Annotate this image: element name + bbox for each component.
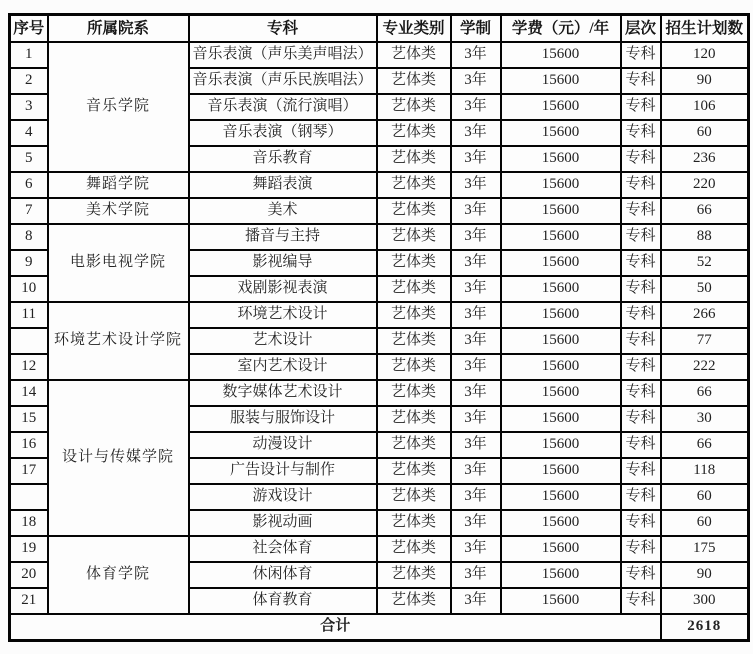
category-cell: 艺体类: [377, 406, 451, 432]
level-cell: 专科: [621, 276, 661, 302]
column-header: 招生计划数: [661, 15, 749, 43]
plan-count-cell: 118: [661, 458, 749, 484]
duration-cell: 3年: [451, 406, 501, 432]
category-cell: 艺体类: [377, 354, 451, 380]
tuition-cell: 15600: [501, 120, 621, 146]
duration-cell: 3年: [451, 172, 501, 198]
duration-cell: 3年: [451, 250, 501, 276]
category-cell: 艺体类: [377, 120, 451, 146]
tuition-cell: 15600: [501, 536, 621, 562]
level-cell: 专科: [621, 250, 661, 276]
total-row: [10, 614, 749, 641]
duration-cell: 3年: [451, 146, 501, 172]
seq-cell: 4: [10, 120, 48, 146]
plan-count-cell: 236: [661, 146, 749, 172]
seq-cell: 19: [10, 536, 48, 562]
major-cell: 游戏设计: [189, 484, 377, 510]
duration-cell: 3年: [451, 354, 501, 380]
major-cell: 影视动画: [189, 510, 377, 536]
category-cell: 艺体类: [377, 380, 451, 406]
category-cell: 艺体类: [377, 198, 451, 224]
plan-count-cell: 77: [661, 328, 749, 354]
seq-cell: 17: [10, 458, 48, 484]
category-cell: 艺体类: [377, 328, 451, 354]
column-header: 专科: [189, 15, 377, 43]
department-cell: 环境艺术设计学院: [48, 302, 189, 380]
plan-count-cell: 90: [661, 562, 749, 588]
seq-cell: 21: [10, 588, 48, 614]
table-body: [10, 42, 749, 641]
level-cell: 专科: [621, 536, 661, 562]
duration-cell: 3年: [451, 328, 501, 354]
major-cell: 音乐教育: [189, 146, 377, 172]
category-cell: 艺体类: [377, 94, 451, 120]
major-cell: 美术: [189, 198, 377, 224]
plan-count-cell: 300: [661, 588, 749, 614]
plan-count-cell: 30: [661, 406, 749, 432]
tuition-cell: 15600: [501, 146, 621, 172]
major-cell: 舞蹈表演: [189, 172, 377, 198]
table-row: [10, 224, 749, 250]
plan-count-cell: 88: [661, 224, 749, 250]
tuition-cell: 15600: [501, 406, 621, 432]
duration-cell: 3年: [451, 510, 501, 536]
category-cell: 艺体类: [377, 302, 451, 328]
major-cell: 动漫设计: [189, 432, 377, 458]
plan-count-cell: 60: [661, 510, 749, 536]
tuition-cell: 15600: [501, 302, 621, 328]
tuition-cell: 15600: [501, 42, 621, 68]
plan-count-cell: 90: [661, 68, 749, 94]
duration-cell: 3年: [451, 484, 501, 510]
plan-count-cell: 175: [661, 536, 749, 562]
duration-cell: 3年: [451, 224, 501, 250]
level-cell: 专科: [621, 380, 661, 406]
duration-cell: 3年: [451, 536, 501, 562]
major-cell: 社会体育: [189, 536, 377, 562]
level-cell: 专科: [621, 94, 661, 120]
seq-cell: 16: [10, 432, 48, 458]
seq-cell: 6: [10, 172, 48, 198]
major-cell: 音乐表演（流行演唱）: [189, 94, 377, 120]
tuition-cell: 15600: [501, 458, 621, 484]
major-cell: 影视编导: [189, 250, 377, 276]
plan-count-cell: 52: [661, 250, 749, 276]
tuition-cell: 15600: [501, 380, 621, 406]
tuition-cell: 15600: [501, 250, 621, 276]
major-cell: 休闲体育: [189, 562, 377, 588]
level-cell: 专科: [621, 146, 661, 172]
department-cell: 音乐学院: [48, 42, 189, 172]
plan-count-cell: 66: [661, 380, 749, 406]
duration-cell: 3年: [451, 68, 501, 94]
category-cell: 艺体类: [377, 536, 451, 562]
plan-count-cell: 222: [661, 354, 749, 380]
plan-count-cell: 60: [661, 484, 749, 510]
seq-cell: 20: [10, 562, 48, 588]
column-header: 所属院系: [48, 15, 189, 43]
duration-cell: 3年: [451, 198, 501, 224]
tuition-cell: 15600: [501, 94, 621, 120]
plan-count-cell: 50: [661, 276, 749, 302]
level-cell: 专科: [621, 510, 661, 536]
category-cell: 艺体类: [377, 458, 451, 484]
category-cell: 艺体类: [377, 42, 451, 68]
major-cell: 体育教育: [189, 588, 377, 614]
table-row: [10, 42, 749, 68]
tuition-cell: 15600: [501, 562, 621, 588]
duration-cell: 3年: [451, 302, 501, 328]
seq-cell: 12: [10, 354, 48, 380]
level-cell: 专科: [621, 68, 661, 94]
category-cell: 艺体类: [377, 562, 451, 588]
seq-cell: 7: [10, 198, 48, 224]
tuition-cell: 15600: [501, 354, 621, 380]
seq-cell: 14: [10, 380, 48, 406]
column-header: 序号: [10, 15, 48, 43]
table-row: [10, 536, 749, 562]
duration-cell: 3年: [451, 562, 501, 588]
table-row: [10, 380, 749, 406]
tuition-cell: 15600: [501, 172, 621, 198]
major-cell: 环境艺术设计: [189, 302, 377, 328]
tuition-cell: 15600: [501, 510, 621, 536]
category-cell: 艺体类: [377, 510, 451, 536]
tuition-cell: 15600: [501, 224, 621, 250]
department-cell: 舞蹈学院: [48, 172, 189, 198]
duration-cell: 3年: [451, 276, 501, 302]
seq-cell: 5: [10, 146, 48, 172]
table-row: [10, 198, 749, 224]
duration-cell: 3年: [451, 42, 501, 68]
level-cell: 专科: [621, 120, 661, 146]
tuition-cell: 15600: [501, 276, 621, 302]
major-cell: 数字媒体艺术设计: [189, 380, 377, 406]
plan-count-cell: 266: [661, 302, 749, 328]
category-cell: 艺体类: [377, 276, 451, 302]
seq-cell: 8: [10, 224, 48, 250]
plan-count-cell: 106: [661, 94, 749, 120]
plan-count-cell: 66: [661, 198, 749, 224]
table-row: [10, 302, 749, 328]
level-cell: 专科: [621, 42, 661, 68]
tuition-cell: 15600: [501, 484, 621, 510]
seq-cell: 9: [10, 250, 48, 276]
level-cell: 专科: [621, 198, 661, 224]
seq-cell: 18: [10, 510, 48, 536]
category-cell: 艺体类: [377, 588, 451, 614]
duration-cell: 3年: [451, 120, 501, 146]
tuition-cell: 15600: [501, 328, 621, 354]
level-cell: 专科: [621, 224, 661, 250]
major-cell: 广告设计与制作: [189, 458, 377, 484]
department-cell: 设计与传媒学院: [48, 380, 189, 536]
level-cell: 专科: [621, 484, 661, 510]
department-cell: 体育学院: [48, 536, 189, 614]
seq-cell: 2: [10, 68, 48, 94]
level-cell: 专科: [621, 588, 661, 614]
plan-count-cell: 120: [661, 42, 749, 68]
duration-cell: 3年: [451, 432, 501, 458]
tuition-cell: 15600: [501, 68, 621, 94]
tuition-cell: 15600: [501, 588, 621, 614]
major-cell: 服装与服饰设计: [189, 406, 377, 432]
major-cell: 戏剧影视表演: [189, 276, 377, 302]
column-header: 专业类别: [377, 15, 451, 43]
major-cell: 室内艺术设计: [189, 354, 377, 380]
seq-cell: [10, 484, 48, 510]
level-cell: 专科: [621, 406, 661, 432]
department-cell: 电影电视学院: [48, 224, 189, 302]
level-cell: 专科: [621, 432, 661, 458]
enrollment-plan-table: [8, 13, 750, 642]
duration-cell: 3年: [451, 458, 501, 484]
seq-cell: 10: [10, 276, 48, 302]
category-cell: 艺体类: [377, 146, 451, 172]
table-row: [10, 172, 749, 198]
level-cell: 专科: [621, 328, 661, 354]
seq-cell: 11: [10, 302, 48, 328]
seq-cell: 3: [10, 94, 48, 120]
major-cell: 播音与主持: [189, 224, 377, 250]
level-cell: 专科: [621, 458, 661, 484]
tuition-cell: 15600: [501, 198, 621, 224]
plan-count-cell: 66: [661, 432, 749, 458]
major-cell: 音乐表演（声乐民族唱法）: [189, 68, 377, 94]
plan-count-cell: 60: [661, 120, 749, 146]
level-cell: 专科: [621, 562, 661, 588]
total-value-cell: 2618: [661, 614, 749, 641]
seq-cell: 15: [10, 406, 48, 432]
seq-cell: 1: [10, 42, 48, 68]
major-cell: 音乐表演（钢琴）: [189, 120, 377, 146]
column-header: 学费（元）/年: [501, 15, 621, 43]
level-cell: 专科: [621, 302, 661, 328]
category-cell: 艺体类: [377, 224, 451, 250]
seq-cell: [10, 328, 48, 354]
category-cell: 艺体类: [377, 172, 451, 198]
duration-cell: 3年: [451, 94, 501, 120]
major-cell: 音乐表演（声乐美声唱法）: [189, 42, 377, 68]
duration-cell: 3年: [451, 588, 501, 614]
header-row: [10, 15, 749, 43]
category-cell: 艺体类: [377, 250, 451, 276]
category-cell: 艺体类: [377, 432, 451, 458]
total-label-cell: 合计: [10, 614, 661, 641]
department-cell: 美术学院: [48, 198, 189, 224]
column-header: 层次: [621, 15, 661, 43]
level-cell: 专科: [621, 172, 661, 198]
category-cell: 艺体类: [377, 68, 451, 94]
tuition-cell: 15600: [501, 432, 621, 458]
plan-count-cell: 220: [661, 172, 749, 198]
category-cell: 艺体类: [377, 484, 451, 510]
major-cell: 艺术设计: [189, 328, 377, 354]
level-cell: 专科: [621, 354, 661, 380]
column-header: 学制: [451, 15, 501, 43]
duration-cell: 3年: [451, 380, 501, 406]
